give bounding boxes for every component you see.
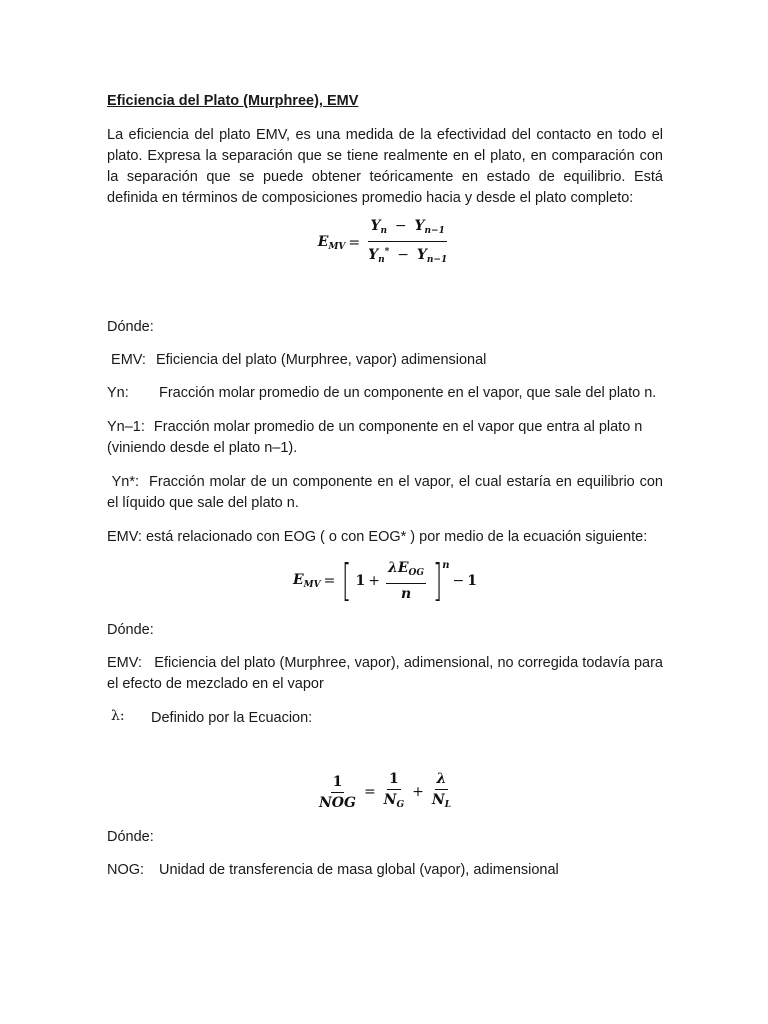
eq1-numerator: $Y_n - Y_{n-1}$ bbox=[368, 217, 446, 242]
eq2-exponent: n bbox=[442, 559, 450, 571]
eq3-right-fraction: $\frac{\lambda}{N_L}$ bbox=[431, 771, 452, 810]
eq2-denominator: n bbox=[400, 586, 412, 602]
lambda-desc: Definido por la Ecuacion: bbox=[151, 710, 313, 726]
eq2-plus: + bbox=[368, 573, 381, 589]
intro-paragraph: La eficiencia del plato EMV, es una medida de la efectividad del contacto en todo el plato. Expresa la separación que se tiene realmente en el plato, en comparación con la separación que se puede obtener teóricamente en estado de equilibrio. Está definida en términos de composiciones promedio hacia y desde el plato completo: bbox=[107, 127, 663, 206]
eq2-one-b: 1 bbox=[467, 573, 477, 589]
equation-emv-eog bbox=[107, 556, 663, 606]
eq2-minus: − bbox=[452, 573, 465, 589]
lambda-term: λ: bbox=[111, 708, 125, 724]
donde-label-2: Dónde: bbox=[107, 622, 154, 638]
def-nog: NOG: Unidad de transferencia de masa global (vapor), adimensional bbox=[107, 862, 559, 878]
eq2-lhs: $E_{MV}$ bbox=[293, 572, 321, 590]
eq3-left-fraction: $\frac{1}{\text{NOG}}$ bbox=[318, 773, 356, 811]
eq1-fraction bbox=[366, 217, 449, 269]
eq2-one: 1 bbox=[355, 573, 366, 589]
eq3-mid-fraction: $\frac{1}{N_G}$ bbox=[383, 771, 405, 810]
donde-label-3: Dónde: bbox=[107, 829, 154, 845]
def-yn-1: Yn–1: Fracción molar promedio de un componente en el vapor que entra al plato n (viniendo desde el plato n–1). bbox=[107, 419, 643, 456]
eq2-equals: = bbox=[323, 573, 336, 589]
eq3-equals: = bbox=[363, 784, 376, 800]
equation-emv bbox=[107, 218, 663, 265]
eq1-lhs: $E_{MV}$ bbox=[317, 234, 346, 252]
eq2-right-bracket: ] bbox=[432, 555, 443, 606]
eq1-denominator: $Y_n^* - Y_{n-1}$ bbox=[368, 247, 448, 265]
donde-label-1: Dónde: bbox=[107, 319, 154, 335]
def-yn: Yn: Fracción molar promedio de un componente en el vapor, que sale del plato n. bbox=[107, 385, 657, 401]
eq2-left-bracket: [ bbox=[342, 555, 352, 606]
eq1-equals: = bbox=[348, 235, 361, 251]
eq2-numerator: $\lambda E_{OG}$ bbox=[386, 559, 426, 584]
eq2-fraction bbox=[386, 559, 426, 603]
def-emv: EMV: Eficiencia del plato (Murphree, vapor) adimensional bbox=[107, 352, 487, 368]
equation-nog bbox=[107, 767, 663, 817]
def-emv-2: EMV: Eficiencia del plato (Murphree, vapor), adimensional, no corregida todavía para el efecto de mezclado en el vapor bbox=[107, 655, 668, 692]
section-title: Eficiencia del Plato (Murphree), EMV bbox=[107, 93, 359, 109]
document-page bbox=[107, 92, 668, 881]
def-yn-star: Yn*: Fracción molar de un componente en el vapor, el cual estaría en equilibrio con el líquido que sale del plato n. bbox=[107, 474, 663, 511]
eq3-plus: + bbox=[412, 784, 424, 800]
relation-paragraph: EMV: está relacionado con EOG ( o con EOG* ) por medio de la ecuación siguiente: bbox=[107, 529, 648, 545]
def-lambda bbox=[107, 708, 663, 729]
